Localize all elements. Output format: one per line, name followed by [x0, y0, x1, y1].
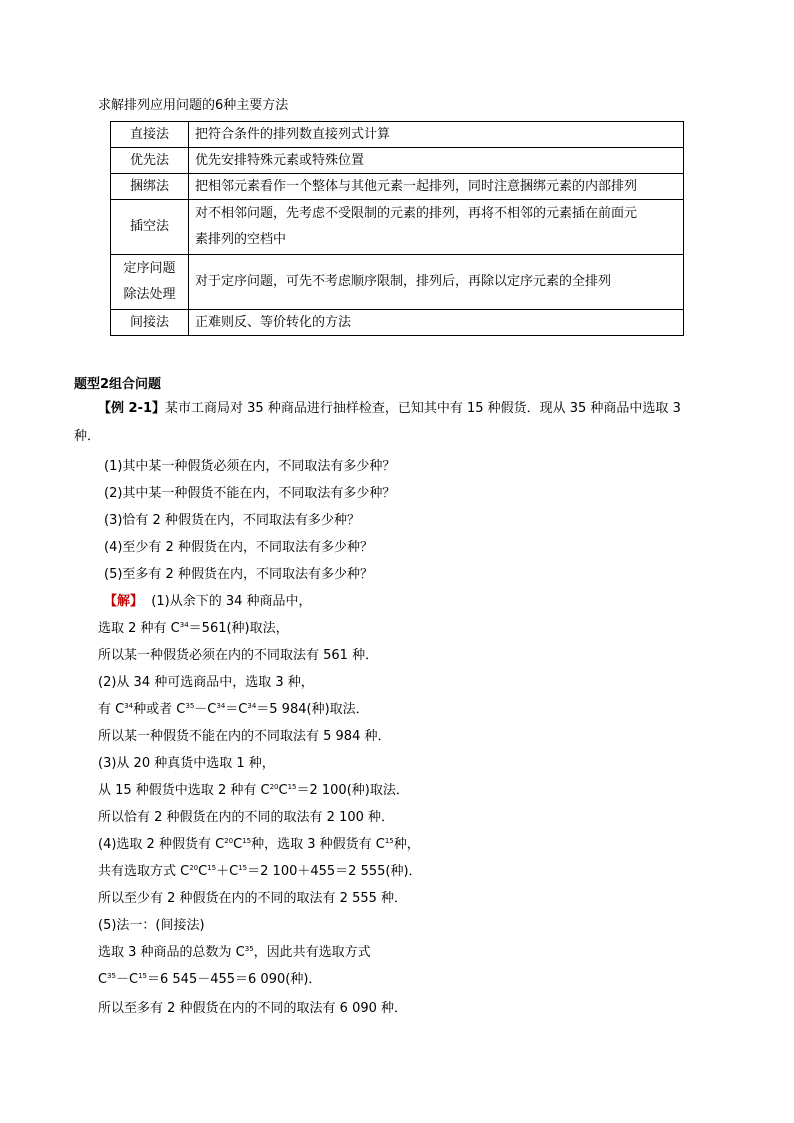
example-text: 某市工商局对 35 种商品进行抽样检查，已知其中有 15 种假货．现从 35 种商品中选取 3 [165, 401, 681, 416]
method-name [111, 255, 189, 310]
method-desc: 正难则反、等价转化的方法 [189, 310, 684, 336]
solution-line: 所以恰有 2 种假货在内的不同的取法有 2 100 种． [98, 810, 395, 825]
solution-text: C [98, 972, 108, 987]
combination-index: 35 [244, 945, 254, 953]
table-row [111, 200, 684, 255]
method-name: 直接法 [111, 122, 189, 148]
solution-line [98, 941, 371, 960]
question-item: (4)至少有 2 种假货在内，不同取法有多少种？ [104, 540, 373, 555]
combination-index: 34 [216, 702, 226, 710]
method-desc-line: 素排列的空档中 [195, 232, 287, 247]
solution-text: 种或者 C [133, 702, 186, 717]
method-desc: 把符合条件的排列数直接列式计算 [189, 122, 684, 148]
table-row [111, 310, 684, 336]
question-item: (2)其中某一种假货不能在内，不同取法有多少种？ [104, 486, 396, 501]
intro-heading: 求解排列应用问题的6种主要方法 [98, 98, 289, 113]
method-name: 捆绑法 [111, 174, 189, 200]
solution-text: ＝C [225, 702, 248, 717]
solution-text: 从 15 种假货中选取 2 种有 C [98, 783, 270, 798]
solution-text: －C [116, 972, 139, 987]
solution-text: ＋C [216, 864, 239, 879]
method-desc [189, 200, 684, 255]
solution-line [98, 833, 420, 852]
method-desc: 优先安排特殊元素或特殊位置 [189, 148, 684, 174]
method-name-line: 定序问题 [123, 261, 176, 276]
combination-index: 34 [124, 702, 134, 710]
combination-index: 15 [238, 864, 248, 872]
table-row [111, 255, 684, 310]
example-line [98, 397, 681, 416]
solution-tag: 【解】 [104, 594, 144, 609]
solution-text: 有 C [98, 702, 125, 717]
methods-table [110, 121, 684, 336]
solution-line [104, 590, 312, 609]
solution-line: 所以某一种假货不能在内的不同取法有 5 984 种． [98, 729, 391, 744]
question-item: (3)恰有 2 种假货在内，不同取法有多少种？ [104, 513, 360, 528]
solution-text: C [233, 837, 243, 852]
solution-text: ，因此共有选取方式 [253, 945, 371, 960]
method-name-line: 除法处理 [123, 287, 176, 302]
solution-text: ＝2 100＋455＝2 555(种)． [247, 864, 422, 879]
solution-line [98, 779, 409, 798]
solution-text: C [278, 783, 288, 798]
combination-index: 35 [107, 972, 116, 980]
combination-index: 20 [269, 783, 279, 791]
section-title: 题型2组合问题 [74, 377, 162, 392]
solution-line: 所以至多有 2 种假货在内的不同的取法有 6 090 种． [98, 1001, 408, 1016]
combination-index: 35 [185, 702, 195, 710]
combination-index: 15 [242, 837, 252, 845]
method-name: 间接法 [111, 310, 189, 336]
solution-text: (1)从余下的 34 种商品中， [151, 594, 312, 609]
table-row [111, 148, 684, 174]
solution-text: C [198, 864, 208, 879]
solution-line [98, 698, 369, 717]
combination-index: 20 [224, 837, 234, 845]
table-row [111, 122, 684, 148]
solution-line: (5)法一：(间接法) [98, 918, 205, 933]
solution-text: 选取 3 种商品的总数为 C [98, 945, 245, 960]
combination-index: 15 [287, 783, 297, 791]
solution-text: (4)选取 2 种假货有 C [98, 837, 225, 852]
method-desc: 对于定序问题，可先不考虑顺序限制，排列后，再除以定序元素的全排列 [189, 255, 684, 310]
method-name: 插空法 [111, 200, 189, 255]
combination-index: 20 [189, 864, 199, 872]
solution-line: 所以至少有 2 种假货在内的不同的取法有 2 555 种． [98, 891, 408, 906]
solution-text: ＝561(种)取法， [188, 621, 289, 636]
combination-index: 34 [247, 702, 257, 710]
solution-line [98, 860, 422, 879]
solution-text: 共有选取方式 C [98, 864, 190, 879]
combination-index: 15 [384, 837, 394, 845]
combination-index: 15 [207, 864, 217, 872]
solution-text: ＝2 100(种)取法． [296, 783, 409, 798]
method-desc: 把相邻元素看作一个整体与其他元素一起排列，同时注意捆绑元素的内部排列 [189, 174, 684, 200]
combination-index: 34 [179, 621, 189, 629]
solution-line [98, 968, 321, 987]
solution-text: －C [194, 702, 217, 717]
solution-line: (3)从 20 种真货中选取 1 种， [98, 756, 275, 771]
example-tag: 【例 2-1】 [98, 401, 166, 416]
table-row [111, 174, 684, 200]
combination-index: 15 [138, 972, 147, 980]
solution-line: 所以某一种假货必须在内的不同取法有 561 种． [98, 648, 379, 663]
solution-line: (2)从 34 种可选商品中，选取 3 种， [98, 675, 314, 690]
example-line: 种． [74, 429, 101, 444]
method-desc-line: 对不相邻问题，先考虑不受限制的元素的排列，再将不相邻的元素插在前面元 [195, 206, 638, 221]
solution-text: ＝5 984(种)取法． [256, 702, 369, 717]
solution-text: ＝6 545－455＝6 090(种)． [147, 972, 322, 987]
solution-line [98, 617, 289, 636]
solution-text: 选取 2 种有 C [98, 621, 180, 636]
question-item: (1)其中某一种假货必须在内，不同取法有多少种？ [104, 459, 396, 474]
solution-text: 种，选取 3 种假货有 C [251, 837, 385, 852]
solution-text: 种， [393, 837, 420, 852]
method-name: 优先法 [111, 148, 189, 174]
question-item: (5)至多有 2 种假货在内，不同取法有多少种？ [104, 567, 373, 582]
